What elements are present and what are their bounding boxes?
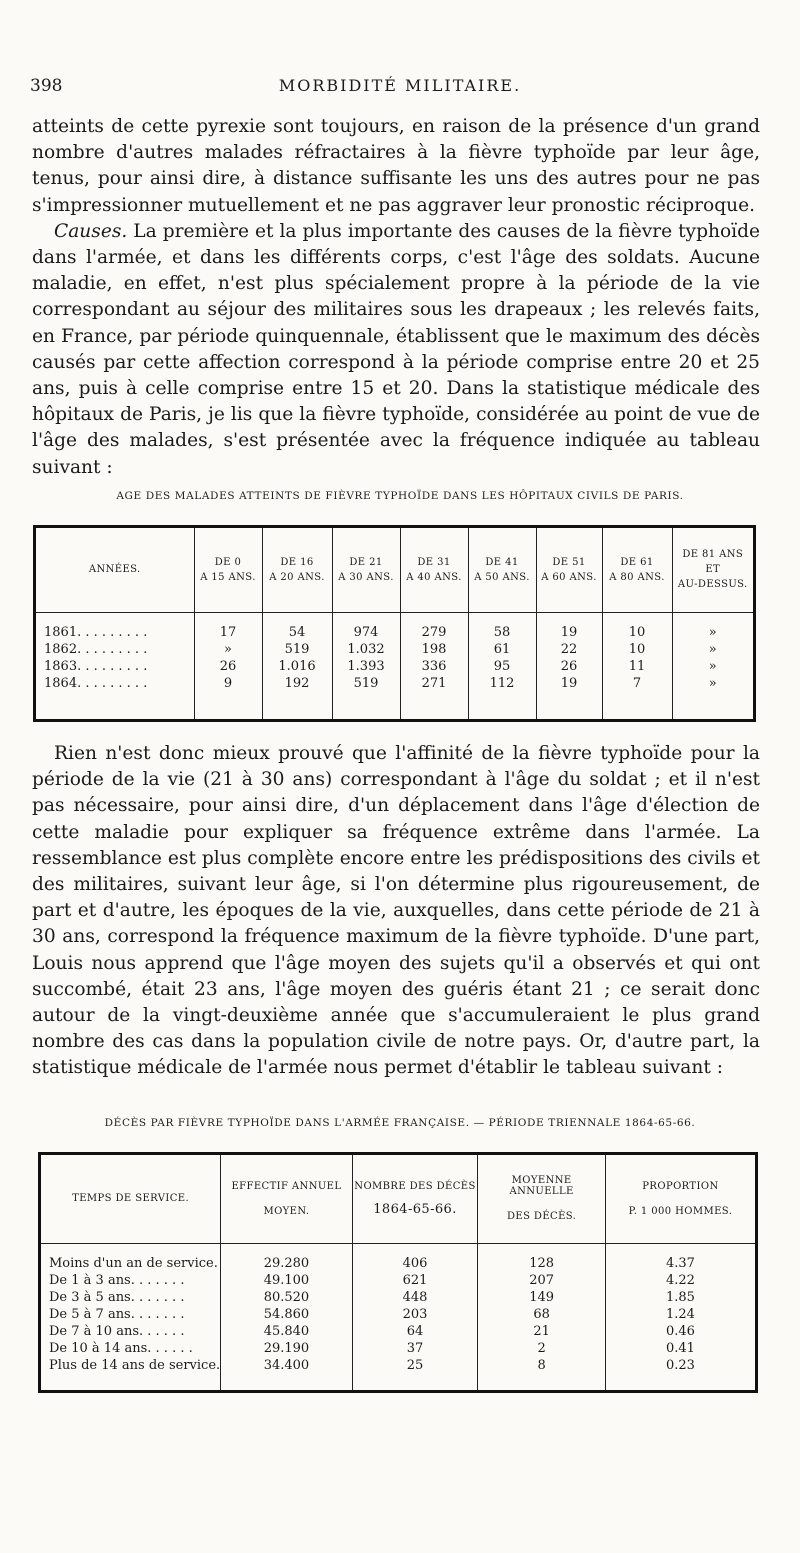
table1-caption: AGE DES MALADES ATTEINTS DE FIÈVRE TYPHOÏDE DANS LES HÔPITAUX CIVILS DE PARIS.: [116, 490, 684, 502]
table-row: Moins d'un an de service. 29.280 406 128 4.37: [41, 1255, 755, 1272]
page-header: [30, 76, 770, 102]
table2-header-col: NOMBRE DES DÉCÈS 1864-65-66.: [352, 1155, 478, 1243]
table2-army-deaths: [41, 1155, 755, 1390]
page-number: 398: [30, 76, 63, 96]
table-row: De 1 à 3 ans. . . . . . . 49.100 621 207 4.22: [41, 1272, 755, 1289]
table1-header-col: DE 81 ANS ET AU-DESSUS.: [672, 528, 753, 612]
table1-age-of-patients: [36, 528, 753, 719]
table1-header-col: DE 41 A 50 ANS.: [468, 528, 536, 612]
table2-header-row: [41, 1155, 755, 1243]
paragraph-affinity: Rien n'est donc mieux prouvé que l'affinité de la fièvre typhoïde pour la période de la vie (21 à 30 ans) correspondant à l'âge du soldat ; et il n'est pas nécessaire, pour ainsi dire, d'un déplacement dans l'âge d'élection de cette maladie pour expliquer sa fréquence extrême dans l'armée. La ressemblance est plus complète encore entre les prédispositions des civils et des militaires, suivant leur âge, si l'on détermine plus rigoureusement, de part et d'autre, les époques de la vie, auxquelles, dans cette période de 21 à 30 ans, correspond la fréquence maximum de la fièvre typhoïde. D'une part, Louis nous apprend que l'âge moyen des sujets qu'il a observés et qui ont succombé, était 23 ans, l'âge moyen des guéris étant 21 ; ce serait donc autour de la vingt-deuxième année que s'accumuleraient le plus grand nombre des cas dans la population civile de notre pays. Or, d'autre part, la statistique médicale de l'armée nous permet d'établir le tableau suivant :: [32, 743, 760, 1079]
table1-frame: [33, 525, 756, 722]
table2-header-col: PROPORTION P. 1 000 HOMMES.: [605, 1155, 755, 1243]
body-text-top: [32, 114, 760, 481]
table2-caption: DÉCÈS PAR FIÈVRE TYPHOÏDE DANS L'ARMÉE FRANÇAISE. — PÉRIODE TRIENNALE 1864-65-66.: [104, 1117, 696, 1129]
table1-header-col: DE 21 A 30 ANS.: [332, 528, 400, 612]
table-row: 1864. . . . . . . . . 9 192 519 271 112 19 7 »: [36, 675, 753, 692]
table1-header-row: [36, 528, 753, 612]
causes-text: La première et la plus importante des causes de la fièvre typhoïde dans l'armée, et dans les différents corps, c'est l'âge des soldats. Aucune maladie, en effet, n'est plus spécialement propre à la période de la vie correspondant au séjour des militaires sous les drapeaux ; les relevés faits, en France, par période quinquennale, établissent que le maximum des décès causés par cette affection correspond à la période comprise entre 20 et 25 ans, puis à celle comprise entre 15 et 20. Dans la statistique médicale des hôpitaux de Paris, je lis que la fièvre typhoïde, considérée au point de vue de l'âge des malades, s'est présentée avec la fréquence indiquée au tableau suivant :: [32, 220, 760, 478]
table-row: 1863. . . . . . . . . 26 1.016 1.393 336 95 26 11 »: [36, 658, 753, 675]
table2-frame: [38, 1152, 758, 1393]
table2-header-service: TEMPS DE SERVICE.: [41, 1155, 221, 1243]
table1-header-col: DE 16 A 20 ANS.: [262, 528, 332, 612]
table-row: 1861. . . . . . . . . 17 54 974 279 58 19 10 »: [36, 624, 753, 641]
running-head: MORBIDITÉ MILITAIRE.: [278, 76, 522, 95]
table2-header-col: EFFECTIF ANNUEL MOYEN.: [221, 1155, 353, 1243]
table-row: 1862. . . . . . . . . » 519 1.032 198 61 22 10 »: [36, 641, 753, 658]
table1-header-col: DE 61 A 80 ANS.: [602, 528, 672, 612]
paragraph-continuation: atteints de cette pyrexie sont toujours, en raison de la présence d'un grand nombre d'autres malades réfractaires à la fièvre typhoïde par leur âge, tenus, pour ainsi dire, à distance suffisante les uns des autres pour ne pas s'impressionner mutuellement et ne pas aggraver leur pronostic réciproque.: [32, 116, 760, 216]
table-row: De 3 à 5 ans. . . . . . . 80.520 448 149 1.85: [41, 1289, 755, 1306]
table-row: Plus de 14 ans de service. 34.400 25 8 0.23: [41, 1357, 755, 1374]
table1-header-col: DE 0 A 15 ANS.: [194, 528, 262, 612]
table1-header-col: DE 51 A 60 ANS.: [536, 528, 602, 612]
body-text-middle: [32, 741, 760, 1082]
table1-header-years: ANNÉES.: [36, 528, 194, 612]
paragraph-causes: [32, 219, 760, 481]
causes-label: Causes.: [54, 220, 128, 242]
table-row: De 7 à 10 ans. . . . . . 45.840 64 21 0.46: [41, 1323, 755, 1340]
table-row: De 5 à 7 ans. . . . . . . 54.860 203 68 1.24: [41, 1306, 755, 1323]
table1-header-col: DE 31 A 40 ANS.: [400, 528, 468, 612]
table-row: De 10 à 14 ans. . . . . . 29.190 37 2 0.41: [41, 1340, 755, 1357]
table2-header-col: MOYENNE ANNUELLE DES DÉCÈS.: [478, 1155, 606, 1243]
